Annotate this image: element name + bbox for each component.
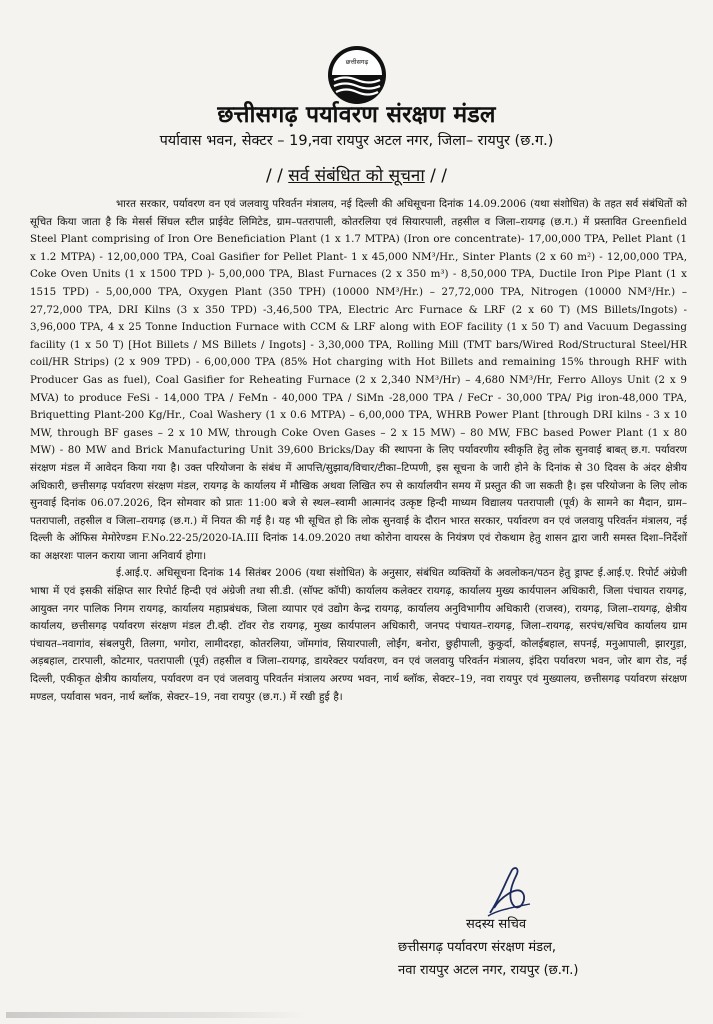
paragraph-public-hearing: भारत सरकार, पर्यावरण वन एवं जलवायु परिवर्तन मंत्रालय, नई दिल्ली की अधिसूचना दिनांक 14.09.2006 (यथा संशोधित) के तहत सर्व संबंधितों को सूचित किया जाता है कि मेसर्स सिंघल स्टील प्राईवेट लिमिटेड, ग्राम–पतरापाली, कोतरलिया एवं सियारपाली, तहसील व जिला–रायगढ़ (छ.ग.) में प्रस्तावित Greenfield Steel Plant comprising of Iron Ore Beneficiation Plant (1 x 1.7 MTPA) (Iron ore concentrate)- 17,00,000 TPA, Pellet Plant (1 x 1.2 MTPA) - 12,00,000 TPA, Coal Gasifier for Pellet Plant- 1 x 45,000 NM³/Hr., Sinter Plants (2 x 60 m²) - 12,00,000 TPA, Coke Oven Units (1 x 1500 TPD )- 5,00,000 TPA, Blast Furnaces (2 x 350 m³) - 8,50,000 TPA, Ductile Iron Pipe Plant (1 x 1515 TPD) - 5,00,000 TPA, Oxygen Plant (350 TPH) (10000 NM³/Hr.) – 27,72,000 TPA, Nitrogen (10000 NM³/Hr.) – 27,72,000 TPA, DRI Kilns (3 x 350 TPD) -3,46,500 TPA, Electric Arc Furnace & LRF (2 x 60 T) (MS Billets/Ingots) - 3,96,000 TPA, 4 x 25 Tonne Induction Furnace with CCM & LRF along with EOF facility (1 x 50 T) and Vacuum Degassing facility (1 x 50 T) [Hot Billets / MS Billets / Ingots] - 3,30,000 TPA, Rolling Mill (TMT bars/Wired Rod/Structural Steel/HR coil/HR Strips) (2 x 909 TPD) - 6,00,000 TPA (85% Hot charging with Hot Billets and remaining 15% through RHF with Producer Gas as fuel), Coal Gasifier for Reheating Furnace (2 x 2,340 NM³/Hr) – 4,680 NM³/Hr, Ferro Alloys Unit (2 x 9 MVA) to produce FeSi - 14,000 TPA / FeMn - 40,000 TPA / SiMn -28,000 TPA / FeCr - 30,000 TPA/ Pig iron-48,000 TPA, Briquetting Plant-200 Kg/Hr., Coal Washery (1 x 0.6 MTPA) – 6,00,000 TPA, WHRB Power Plant [through DRI kilns - 3 x 10 MW, through BF gases – 2 x 10 MW, through Coke Oven Gases – 2 x 15 MW) – 80 MW, FBC based Power Plant (1 x 80 MW) - 80 MW and Brick Manufacturing Unit 39,600 Bricks/Day की स्थापना के लिए पर्यावरणीय स्वीकृति हेतु लोक सुनवाई बाबत् छ.ग. पर्यावरण संरक्षण मंडल में आवेदन किया गया है। उक्त परियोजना के संबंध में आपत्ति/सुझाव/विचार/टीका–टिप्पणी, इस सूचना के जारी होने के दिनांक से 30 दिवस के अंदर क्षेत्रीय अधिकारी, छत्तीसगढ़ पर्यावरण संरक्षण मंडल, रायगढ़ के कार्यालय में मौखिक अथवा लिखित रुप से कार्यालयीन समय में प्रस्तुत की जा सकती है। इस परियोजना के लिए लोक सुनवाई दिनांक 06.07.2026, दिन सोमवार को प्रातः 11:00 बजे से स्थल–स्वामी आत्मानंद उत्कृष्ट हिन्दी माध्यम विद्यालय पतरापाली (पूर्व) के सामने का मैदान, ग्राम–पतरापाली, तहसील व जिला–रायगढ़ (छ.ग.) में नियत की गई है। यह भी सूचित हो कि लोक सुनवाई के दौरान भारत सरकार, पर्यावरण वन एवं जलवायु परिवर्तन मंत्रालय, नई दिल्ली के ऑफिस मेमोरेण्डम F.No.22-25/2020-IA.III दिनांक 14.09.2020 तथा कोरोना वायरस के नियंत्रण एवं रोकथाम हेतु शासन द्वारा जारी समस्त दिशा–निर्देशों का अक्षरशः पालन कराया जाना अनिवार्य होगा।: [30, 198, 687, 562]
title-open-marks: / /: [265, 166, 283, 186]
organization-name: छत्तीसगढ़ पर्यावरण संरक्षण मंडल: [217, 102, 496, 128]
paragraph-eia-report-availability: ई.आई.ए. अधिसूचना दिनांक 14 सितंबर 2006 (यथा संशोधित) के अनुसार, संबंधित व्यक्तियों के अवलोकन/पठन हेतु ड्राफ्ट ई.आई.ए. रिपोर्ट अंग्रेजी भाषा में एवं इसकी संक्षिप्त सार रिपोर्ट हिन्दी एवं अंग्रेजी तथा सी.डी. (सॉफ्ट कॉपी) कार्यालय कलेक्टर रायगढ़, कार्यालय मुख्य कार्यपालन अधिकारी, जिला पंचायत रायगढ़, आयुक्त नगर पालिक निगम रायगढ़, कार्यालय महाप्रबंधक, जिला व्यापार एवं उद्योग केन्द्र रायगढ़, कार्यालय अनुविभागीय अधिकारी (राजस्व), रायगढ़, जिला–रायगढ़, क्षेत्रीय कार्यालय, छत्तीसगढ़ पर्यावरण संरक्षण मंडल टी.व्ही. टॉवर रोड रायगढ़, मुख्य कार्यपालन अधिकारी, जनपद पंचायत–रायगढ़, जिला–रायगढ़, सरपंच/सचिव कार्यालय ग्राम पंचायत–नवागांव, संबलपुरी, तिलगा, भगोरा, लामीदरहा, कोतरलिया, जोंमगांव, सियारपाली, लोईंग, बनोरा, छुहीपाली, कुकुर्दा, कोलईबहाल, सपनई, मनुआपाली, झारगुड़ा, अड़बहाल, टारपाली, कोटमार, पतरापाली (पूर्व) तहसील व जिला–रायगढ़, डायरेक्टर पर्यावरण, वन एवं जलवायु परिवर्तन मंत्रालय, इंदिरा पर्यावरण भवन, जोर बाग रोड, नई दिल्ली, एकीकृत क्षेत्रीय कार्यालय, पर्यावरण वन एवं जलवायु परिवर्तन मंत्रालय अरण्य भवन, नार्थ ब्लॉक, सेक्टर–19, नवा रायपुर एवं मुख्यालय, छत्तीसगढ़ पर्यावरण संरक्षण मण्डल, पर्यावास भवन, नार्थ ब्लॉक, सेक्टर–19, नवा रायपुर (छ.ग.) में रखी हुई है।: [30, 567, 687, 703]
signatory-designation: सदस्य सचिव: [466, 917, 527, 932]
title-close-marks: / /: [430, 166, 448, 186]
logo-text: छत्तीसगढ़: [345, 58, 369, 66]
signatory-organization: छत्तीसगढ़ पर्यावरण संरक्षण मंडल,: [398, 940, 557, 955]
signature-block: [398, 913, 698, 982]
notice-body: [30, 196, 687, 706]
signatory-city: नवा रायपुर अटल नगर, रायपुर (छ.ग.): [398, 963, 579, 978]
notice-title: [0, 163, 713, 186]
title-text: सर्व संबंधित को सूचना: [288, 166, 425, 186]
organization-address: पर्यावास भवन, सेक्टर – 19,नवा रायपुर अटल नगर, जिला– रायपुर (छ.ग.): [159, 133, 554, 149]
scan-footer-strip: [6, 1012, 306, 1018]
